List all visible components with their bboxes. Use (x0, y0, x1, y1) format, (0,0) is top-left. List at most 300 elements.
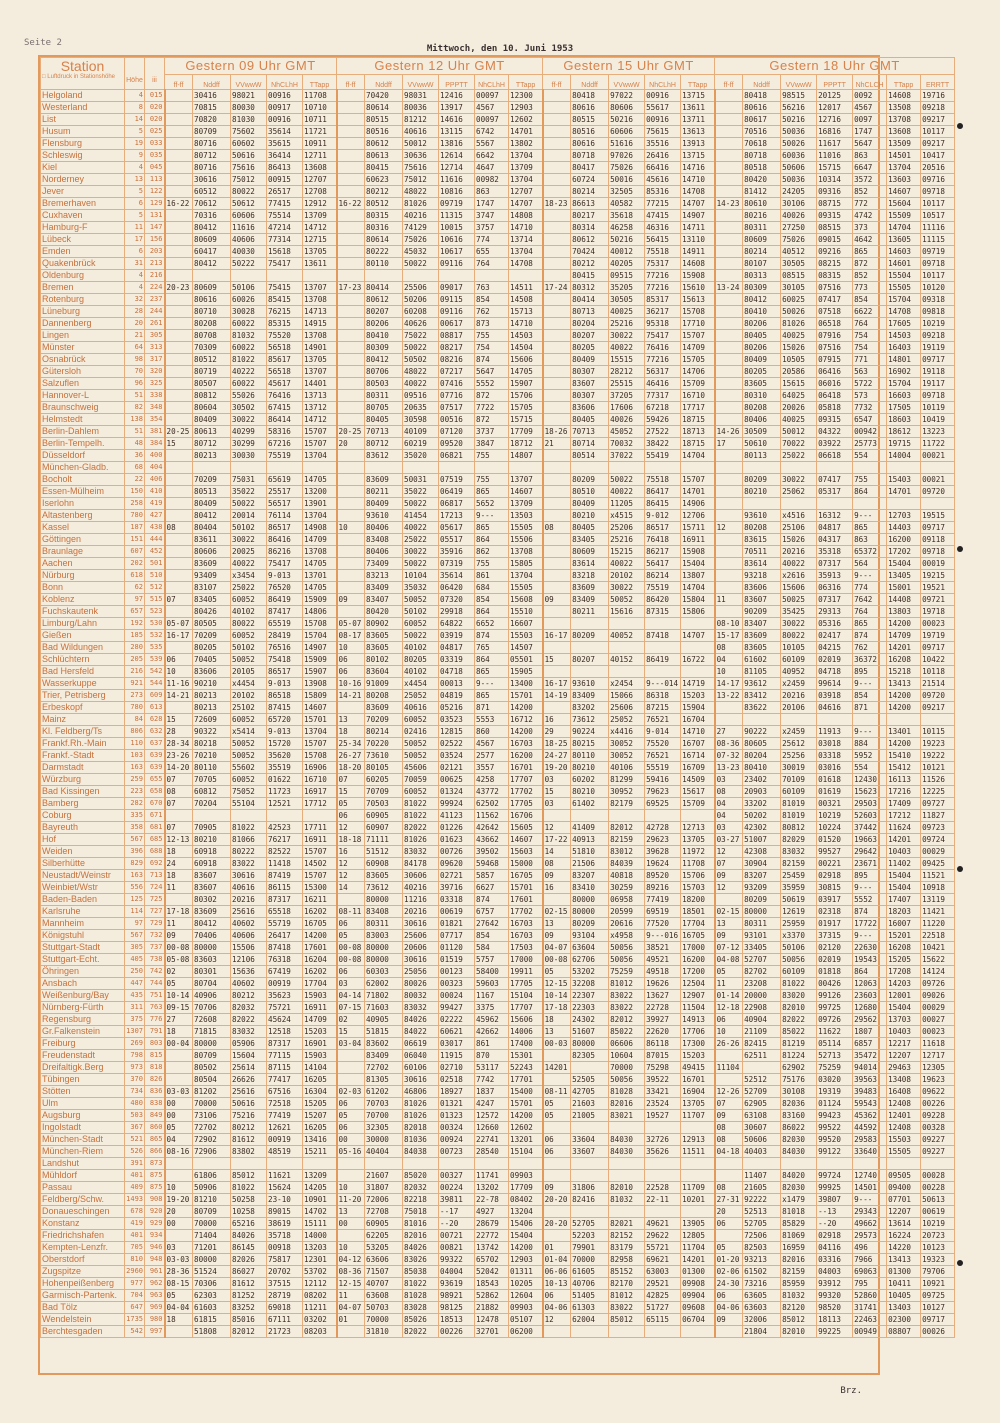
obs-cell: 20 (715, 1206, 743, 1218)
obs-cell: 08202 (303, 1290, 337, 1302)
obs-cell: 05 (337, 930, 365, 942)
obs-cell: 05-07 (337, 618, 365, 630)
obs-cell: 80205 (743, 366, 781, 378)
obs-cell: 75615 (645, 126, 681, 138)
station-height: 97 (125, 594, 145, 606)
obs-cell: 14906 (681, 498, 715, 510)
obs-cell: 40022 (781, 558, 817, 570)
obs-cell: 00026 (921, 1326, 955, 1338)
obs-cell: 13704 (509, 150, 543, 162)
table-row (41, 390, 955, 402)
obs-cell: 13709 (509, 162, 543, 174)
obs-cell: 18 (165, 870, 193, 882)
station-index: 688 (145, 846, 165, 858)
obs-cell: 17709 (509, 426, 543, 438)
obs-cell: 03 (715, 822, 743, 834)
obs-cell: 06-06 (543, 1266, 571, 1278)
obs-cell: 06 (337, 810, 365, 822)
obs-cell: 14907 (681, 210, 715, 222)
obs-cell: 12805 (681, 1230, 715, 1242)
obs-cell: 80110 (571, 750, 609, 762)
column-header: Nddff (365, 75, 403, 90)
obs-cell: 15624 (267, 1182, 303, 1194)
obs-cell: 09724 (921, 834, 955, 846)
obs-cell: 11104 (715, 1062, 743, 1074)
obs-cell: 63108 (743, 1110, 781, 1122)
table-row (41, 1266, 955, 1278)
station-height: 567 (125, 834, 145, 846)
column-header: Nddff (193, 75, 231, 90)
obs-cell: 15410 (887, 750, 921, 762)
obs-cell: 70000 (193, 1098, 231, 1110)
obs-cell: 40404 (365, 1146, 403, 1158)
obs-cell: 854 (475, 294, 509, 306)
obs-cell: 09903 (509, 1302, 543, 1314)
obs-cell: 10 (715, 666, 743, 678)
obs-cell (715, 126, 743, 138)
obs-cell: 84030 (781, 1146, 817, 1158)
obs-cell: 30904 (743, 858, 781, 870)
obs-cell: 29313 (817, 606, 853, 618)
obs-cell: 80709 (193, 1206, 231, 1218)
obs-cell: 60219 (403, 438, 439, 450)
obs-cell (571, 1170, 609, 1182)
station-name: Berlin-Tempelh. (41, 438, 125, 450)
station-height: 13 (125, 174, 145, 186)
obs-cell: 19716 (921, 90, 955, 102)
obs-cell: 84178 (403, 858, 439, 870)
obs-cell: 83022 (609, 990, 645, 1002)
column-header: VVwwW (609, 75, 645, 90)
obs-cell: 11723 (267, 786, 303, 798)
footer-initials: Brz. (840, 1386, 862, 1396)
obs-cell: 01520 (817, 834, 853, 846)
obs-cell: 16 (337, 846, 365, 858)
obs-cell (543, 246, 571, 258)
obs-cell: 15207 (303, 1110, 337, 1122)
station-index: 444 (145, 534, 165, 546)
obs-cell: 14200 (303, 930, 337, 942)
obs-cell: 13708 (509, 546, 543, 558)
obs-cell: 23-10 (267, 1194, 303, 1206)
obs-cell: 18-20 (337, 762, 365, 774)
station-height: 48 (125, 438, 145, 450)
obs-cell: 80213 (193, 450, 231, 462)
obs-cell: 45624 (267, 1014, 303, 1026)
obs-cell: 80713 (571, 306, 609, 318)
obs-cell: 18 (165, 846, 193, 858)
obs-cell: 50012 (403, 138, 439, 150)
obs-cell: 82416 (571, 1194, 609, 1206)
obs-cell: 98921 (439, 1290, 475, 1302)
obs-cell: 77215 (645, 198, 681, 210)
obs-cell (193, 462, 231, 474)
obs-cell: 28719 (267, 1290, 303, 1302)
obs-cell: 19323 (921, 1254, 955, 1266)
obs-cell: 14705 (303, 582, 337, 594)
obs-cell: 07417 (817, 474, 853, 486)
obs-cell: 13705 (303, 354, 337, 366)
obs-cell: 70059 (403, 774, 439, 786)
obs-cell: 15909 (303, 594, 337, 606)
obs-cell: 09908 (681, 1278, 715, 1290)
obs-cell: 94014 (853, 1062, 887, 1074)
obs-cell: 15715 (817, 162, 853, 174)
obs-cell (645, 642, 681, 654)
obs-cell (645, 462, 681, 474)
obs-cell: 14006 (509, 1026, 543, 1038)
station-name: Regensburg (41, 1014, 125, 1026)
obs-cell (715, 510, 743, 522)
table-row (41, 198, 955, 210)
obs-cell: 83606 (571, 402, 609, 414)
obs-cell: 77216 (645, 354, 681, 366)
obs-cell (543, 306, 571, 318)
obs-cell: 09719 (921, 246, 955, 258)
obs-cell: 874 (475, 630, 509, 642)
obs-cell: 06958 (609, 894, 645, 906)
table-row (41, 702, 955, 714)
obs-cell: 80222 (365, 246, 403, 258)
obs-cell: 02-06 (715, 1266, 743, 1278)
station-height: 4 (125, 90, 145, 102)
obs-cell: 81212 (403, 114, 439, 126)
obs-cell: 14707 (681, 630, 715, 642)
obs-cell: 31810 (365, 1326, 403, 1338)
obs-cell: 49621 (645, 1218, 681, 1230)
obs-cell: 09 (715, 1314, 743, 1326)
obs-cell: 72006 (365, 1194, 403, 1206)
obs-cell: 02417 (817, 630, 853, 642)
station-index: 515 (145, 594, 165, 606)
obs-cell: 08216 (439, 354, 475, 366)
station-index: 963 (145, 1290, 165, 1302)
obs-cell: 59468 (475, 858, 509, 870)
obs-cell: 755 (475, 474, 509, 486)
obs-cell: 35022 (403, 486, 439, 498)
obs-cell: 12707 (303, 174, 337, 186)
obs-cell (681, 1326, 715, 1338)
obs-cell: 15066 (609, 690, 645, 702)
obs-cell: 15 (337, 786, 365, 798)
obs-cell: 40216 (403, 210, 439, 222)
obs-cell: 80036 (403, 102, 439, 114)
station-name: Essen-Mülheim (41, 486, 125, 498)
obs-cell: 67111 (267, 1314, 303, 1326)
obs-cell: 80209 (571, 918, 609, 930)
obs-cell: 00097 (475, 90, 509, 102)
obs-cell: 80307 (571, 390, 609, 402)
obs-cell: 03-04 (337, 1038, 365, 1050)
table-row (41, 342, 955, 354)
obs-cell: 5757 (475, 954, 509, 966)
obs-cell: 26-26 (715, 1038, 743, 1050)
obs-cell: 29343 (853, 1206, 887, 1218)
obs-cell: 40602 (231, 978, 267, 990)
obs-cell: 00916 (645, 90, 681, 102)
obs-cell (267, 810, 303, 822)
obs-cell: 25459 (781, 870, 817, 882)
obs-cell: 29918 (439, 606, 475, 618)
obs-cell: 25062 (781, 486, 817, 498)
table-row (41, 858, 955, 870)
obs-cell (571, 618, 609, 630)
obs-cell: 10 (337, 1182, 365, 1194)
obs-cell: 13202 (475, 1182, 509, 1194)
obs-cell: 755 (475, 558, 509, 570)
obs-cell: 14710 (509, 222, 543, 234)
obs-cell: 76114 (267, 510, 303, 522)
obs-cell: 80212 (365, 186, 403, 198)
obs-cell: 70309 (193, 342, 231, 354)
obs-cell: 60106 (403, 1062, 439, 1074)
obs-cell: 12706 (681, 510, 715, 522)
obs-cell: 30952 (609, 786, 645, 798)
obs-cell: 17208 (887, 966, 921, 978)
obs-cell: 82021 (609, 1218, 645, 1230)
obs-cell (337, 1158, 365, 1170)
obs-cell (543, 90, 571, 102)
obs-cell: 85038 (403, 1266, 439, 1278)
obs-cell: 85315 (267, 318, 303, 330)
station-name: Stötten (41, 1086, 125, 1098)
obs-cell: 15201 (887, 930, 921, 942)
obs-cell: 17202 (887, 546, 921, 558)
obs-cell: 52603 (853, 810, 887, 822)
obs-cell: 76516 (267, 642, 303, 654)
obs-cell: 80311 (743, 222, 781, 234)
obs-cell: 13802 (509, 138, 543, 150)
obs-cell: 05 (337, 1110, 365, 1122)
obs-cell: 30815 (817, 882, 853, 894)
obs-cell: 13613 (681, 126, 715, 138)
obs-cell: 86216 (267, 546, 303, 558)
table-row (41, 1122, 955, 1134)
obs-cell: 81019 (781, 810, 817, 822)
obs-cell: 19719 (921, 630, 955, 642)
obs-cell: 09717 (921, 1314, 955, 1326)
obs-cell: 39807 (817, 1194, 853, 1206)
obs-cell: 863 (853, 150, 887, 162)
obs-cell (609, 666, 645, 678)
obs-cell: 25614 (231, 1062, 267, 1074)
obs-cell: 40706 (571, 1278, 609, 1290)
obs-cell (337, 186, 365, 198)
obs-cell: 9-014 (645, 726, 681, 738)
obs-cell: 13-24 (715, 282, 743, 294)
obs-cell: 23-26 (165, 750, 193, 762)
obs-cell: 70503 (365, 798, 403, 810)
obs-cell: 16-17 (543, 678, 571, 690)
obs-cell: 15205 (887, 954, 921, 966)
obs-cell: 81224 (781, 1050, 817, 1062)
obs-cell: 5647 (853, 138, 887, 150)
obs-cell: 70000 (571, 1254, 609, 1266)
obs-cell: 70705 (193, 774, 231, 786)
station-height: 163 (125, 762, 145, 774)
obs-cell: 70209 (365, 714, 403, 726)
station-height: 419 (125, 1218, 145, 1230)
obs-cell: 04-08 (715, 954, 743, 966)
obs-cell: 16703 (509, 738, 543, 750)
obs-cell: 12715 (303, 234, 337, 246)
obs-cell: 35519 (267, 762, 303, 774)
obs-cell: 14701 (681, 486, 715, 498)
obs-cell (165, 498, 193, 510)
obs-cell: 14408 (887, 594, 921, 606)
obs-cell: 13223 (921, 426, 955, 438)
obs-cell: 02710 (439, 1062, 475, 1074)
obs-cell: 50022 (403, 258, 439, 270)
obs-cell: 16202 (303, 906, 337, 918)
obs-cell: 90210 (193, 678, 231, 690)
obs-cell: 05 (543, 1098, 571, 1110)
obs-cell: 15709 (681, 798, 715, 810)
obs-cell: 86420 (645, 594, 681, 606)
weather-table (40, 57, 955, 1338)
obs-cell: 13708 (303, 330, 337, 342)
obs-cell: 11709 (681, 1182, 715, 1194)
obs-cell: 45362 (853, 1110, 887, 1122)
obs-cell: 87417 (267, 606, 303, 618)
obs-cell: 99925 (817, 1182, 853, 1194)
obs-cell: 11624 (887, 822, 921, 834)
obs-cell: 15707 (303, 870, 337, 882)
obs-cell: 80606 (609, 102, 645, 114)
obs-cell: 37442 (853, 822, 887, 834)
obs-cell (337, 378, 365, 390)
obs-cell: 60052 (403, 786, 439, 798)
obs-cell: 10617 (439, 246, 475, 258)
obs-cell: 15510 (509, 606, 543, 618)
obs-cell: 15704 (887, 378, 921, 390)
station-name: Bocholt (41, 474, 125, 486)
obs-cell: 10127 (921, 1302, 955, 1314)
obs-cell: 16904 (681, 1086, 715, 1098)
obs-cell: 17709 (509, 1182, 543, 1194)
obs-cell: 80215 (571, 738, 609, 750)
obs-cell: 16200 (509, 750, 543, 762)
obs-cell: 13708 (303, 546, 337, 558)
obs-cell: 37515 (267, 1278, 303, 1290)
obs-cell: 09818 (921, 306, 955, 318)
obs-cell: 80212 (231, 990, 267, 1002)
obs-cell: 25022 (781, 450, 817, 462)
station-height: 657 (125, 606, 145, 618)
obs-cell: 80110 (365, 258, 403, 270)
table-row (41, 450, 955, 462)
obs-cell: 02019 (817, 954, 853, 966)
obs-cell: 13 (543, 918, 571, 930)
obs-cell: 09 (543, 870, 571, 882)
obs-cell: 15604 (887, 198, 921, 210)
obs-cell: 02-15 (715, 906, 743, 918)
obs-cell: 20516 (921, 162, 955, 174)
obs-cell: 11827 (921, 810, 955, 822)
column-header: TTapp (509, 75, 543, 90)
obs-cell: 06316 (817, 582, 853, 594)
obs-cell: 06 (543, 1134, 571, 1146)
obs-cell: 16710 (681, 390, 715, 402)
obs-cell: x5414 (231, 726, 267, 738)
obs-cell: 35022 (231, 486, 267, 498)
obs-cell: 13705 (681, 834, 715, 846)
obs-cell: 863 (475, 186, 509, 198)
obs-cell (365, 462, 403, 474)
obs-cell: 13816 (439, 138, 475, 150)
obs-cell: 35032 (403, 582, 439, 594)
obs-cell: 65720 (267, 714, 303, 726)
obs-cell: 3847 (475, 438, 509, 450)
obs-cell: 19911 (509, 966, 543, 978)
obs-cell: 15400 (509, 1086, 543, 1098)
obs-cell: 9-012 (645, 510, 681, 522)
obs-cell: 14507 (509, 642, 543, 654)
obs-cell: 80000 (193, 942, 231, 954)
station-height: 5 (125, 126, 145, 138)
obs-cell: 80410 (365, 330, 403, 342)
obs-cell: 85022 (781, 1026, 817, 1038)
obs-cell: 70516 (743, 126, 781, 138)
obs-cell: 80504 (193, 1074, 231, 1086)
obs-cell: 80210 (193, 834, 231, 846)
column-header: TTapp (681, 75, 715, 90)
obs-cell: 80412 (193, 918, 231, 930)
obs-cell: 50052 (231, 654, 267, 666)
obs-cell (715, 1158, 743, 1170)
obs-cell: 67415 (267, 402, 303, 414)
obs-cell (543, 402, 571, 414)
obs-cell: 46416 (645, 378, 681, 390)
obs-cell: 13708 (303, 294, 337, 306)
obs-cell: 80716 (193, 138, 231, 150)
obs-cell: 76416 (267, 390, 303, 402)
obs-cell: 895 (853, 666, 887, 678)
station-index: 997 (145, 1326, 165, 1338)
obs-cell: 08-15 (165, 1278, 193, 1290)
obs-cell (337, 1074, 365, 1086)
obs-cell: 08 (715, 1134, 743, 1146)
obs-cell: 16911 (681, 534, 715, 546)
obs-cell: 12-26 (715, 1086, 743, 1098)
station-name: Bonn (41, 582, 125, 594)
obs-cell: 86416 (267, 534, 303, 546)
obs-cell (609, 618, 645, 630)
station-name: Kl. Feldberg/Ts (41, 726, 125, 738)
obs-cell: 06419 (439, 486, 475, 498)
obs-cell: 21514 (921, 678, 955, 690)
obs-cell: 3572 (853, 174, 887, 186)
obs-cell: 20026 (781, 402, 817, 414)
obs-cell: 50056 (781, 954, 817, 966)
obs-cell: 7722 (475, 402, 509, 414)
obs-cell: 00323 (439, 978, 475, 990)
obs-cell: 77520 (645, 918, 681, 930)
obs-cell: 86214 (645, 570, 681, 582)
obs-cell (853, 462, 887, 474)
obs-cell: 82152 (609, 1230, 645, 1242)
obs-cell: 83032 (231, 1026, 267, 1038)
obs-cell: 17601 (303, 942, 337, 954)
obs-cell: 10105 (781, 642, 817, 654)
obs-cell: 06040 (403, 1050, 439, 1062)
obs-cell: 13703 (887, 1014, 921, 1026)
obs-cell: 17712 (303, 798, 337, 810)
obs-cell: 93101 (743, 930, 781, 942)
obs-cell (781, 714, 817, 726)
obs-cell: 82029 (781, 834, 817, 846)
obs-cell (715, 1230, 743, 1242)
